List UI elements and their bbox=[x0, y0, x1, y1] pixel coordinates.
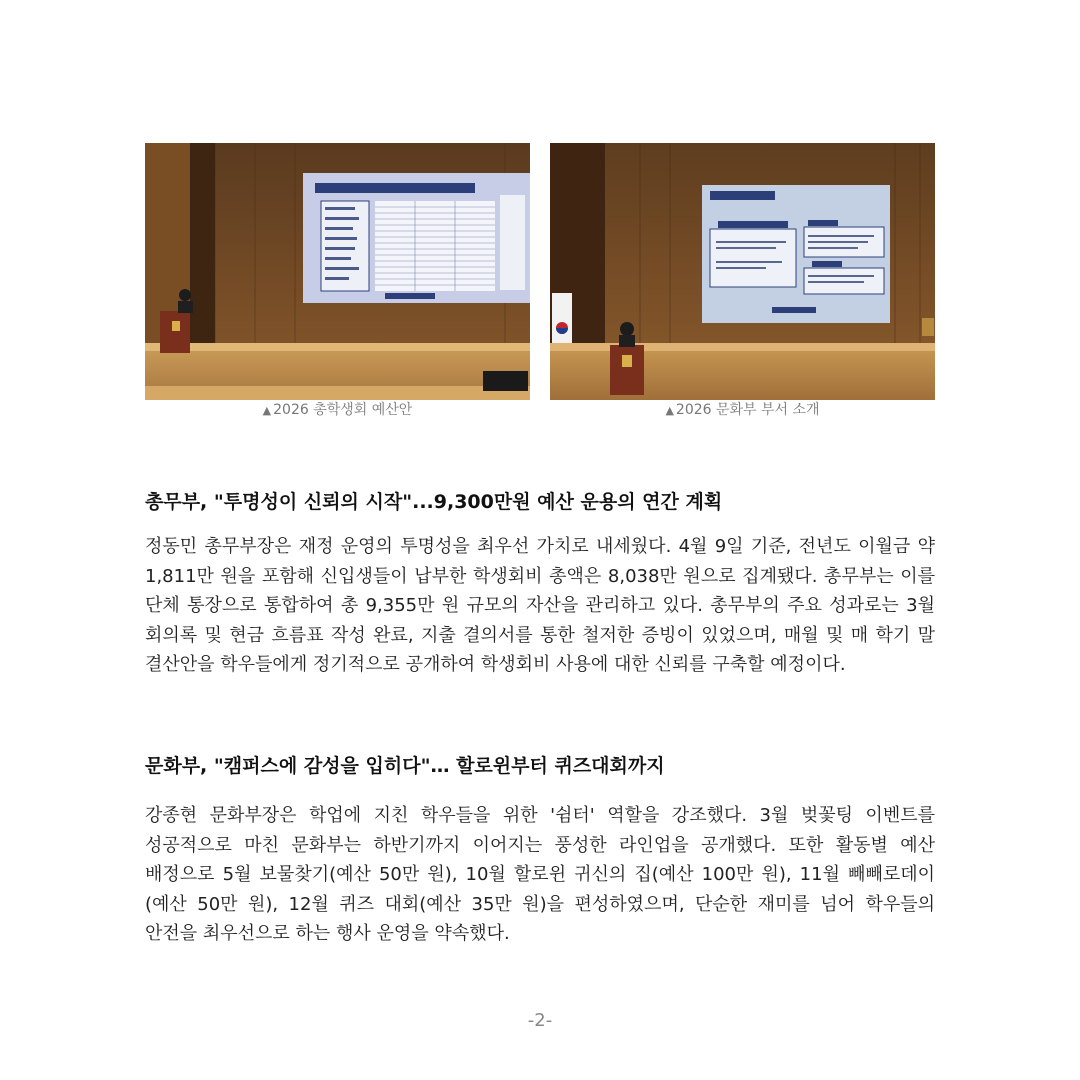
budget-presentation-photo bbox=[145, 143, 530, 400]
culture-photo-caption bbox=[550, 401, 935, 420]
caption-text: 2026 총학생회 예산안 bbox=[273, 402, 413, 418]
general-affairs-section-body: 정동민 총무부장은 재정 운영의 투명성을 최우선 가치로 내세웠다. 4월 9일 기준, 전년도 이월금 약 1,811만 원을 포함해 신입생들이 납부한 학생회비 총액은 8,038만 원으로 집계됐다. 총무부는 이를 단체 통장으로 통합하여 총 9,355만 원 규모의 자산을 관리하고 있다. 총무부의 주요 성과로는 3월 회의록 및 현금 흐름표 작성 완료, 지출 결의서를 통한 철저한 증빙이 있었으며, 매월 및 매 학기 말 결산안을 학우들에게 정기적으로 공개하여 학생회비 사용에 대한 신뢰를 구축할 예정이다. bbox=[145, 536, 935, 675]
page-number: -2- bbox=[527, 1010, 553, 1031]
general-affairs-section-title: 총무부, "투명성이 신뢰의 시작"...9,300만원 예산 운용의 연간 계획 bbox=[145, 491, 723, 513]
culture-department-photo bbox=[550, 143, 935, 400]
caption-text: 2026 문화부 부서 소개 bbox=[675, 402, 820, 418]
budget-photo-caption bbox=[145, 401, 530, 420]
triangle-marker-icon: ▲ bbox=[665, 404, 674, 417]
culture-section-body: 강종현 문화부장은 학업에 지친 학우들을 위한 '쉼터' 역할을 강조했다. 3월 벚꽃팅 이벤트를 성공적으로 마친 문화부는 하반기까지 이어지는 풍성한 라인업을 공개했다. 또한 활동별 예산 배정으로 5월 보물찾기(예산 50만 원), 10월 할로윈 귀신의 집(예산 100만 원), 11월 빼빼로데이(예산 50만 원), 12월 퀴즈 대회(예산 35만 원)을 편성하였으며, 단순한 재미를 넘어 학우들의 안전을 최우선으로 하는 행사 운영을 약속했다. bbox=[145, 805, 935, 944]
triangle-marker-icon: ▲ bbox=[262, 404, 272, 417]
culture-section-title: 문화부, "캠퍼스에 감성을 입히다"… 할로윈부터 퀴즈대회까지 bbox=[145, 755, 665, 777]
